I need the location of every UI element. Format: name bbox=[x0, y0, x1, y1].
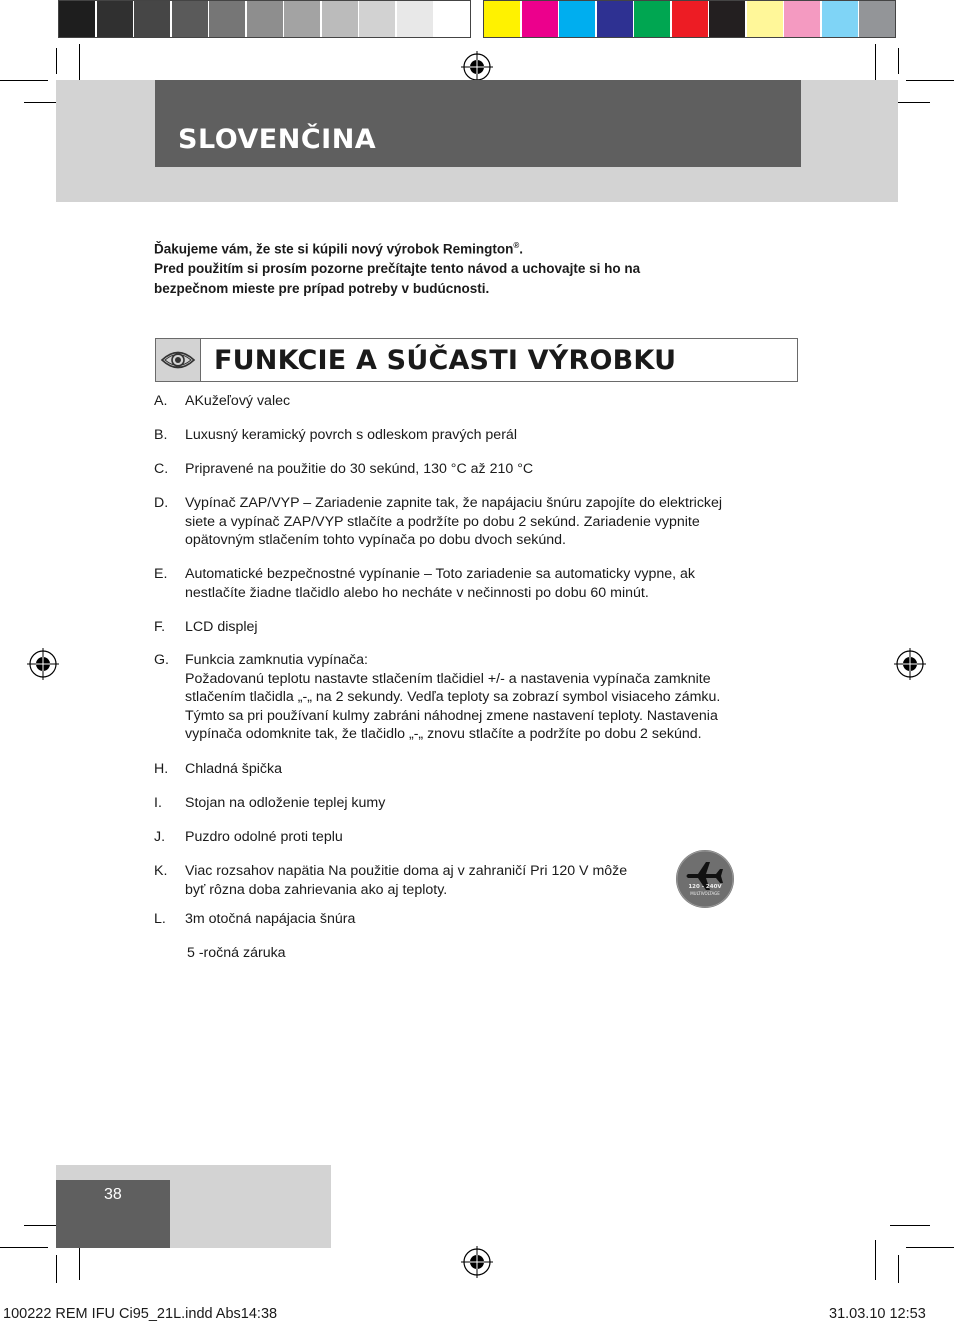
intro-line-1: Ďakujeme vám, že ste si kúpili nový výrobok Remington bbox=[154, 241, 514, 257]
registration-mark-icon bbox=[461, 1246, 493, 1278]
color-swatch bbox=[59, 1, 95, 37]
badge-label: MULTIVOLTAGE bbox=[690, 891, 720, 896]
print-slug-file: 100222 REM IFU Ci95_21L.indd Abs14:38 bbox=[3, 1306, 278, 1322]
color-swatch bbox=[322, 1, 358, 37]
feature-item-letter: H. bbox=[154, 761, 169, 777]
feature-item-line: Vypínač ZAP/VYP – Zariadenie zapnite tak, že napájaciu šnúru zapojíte do elektrickej bbox=[185, 495, 723, 511]
feature-item-letter: E. bbox=[154, 566, 168, 582]
feature-item-text bbox=[185, 651, 793, 744]
color-swatch bbox=[434, 1, 470, 37]
color-swatch bbox=[209, 1, 245, 37]
eye-icon bbox=[156, 339, 200, 381]
registration-mark-icon bbox=[894, 648, 926, 680]
color-swatch bbox=[822, 1, 858, 37]
crop-mark bbox=[890, 1225, 930, 1226]
feature-item-line: Luxusný keramický povrch s odleskom pravých perál bbox=[185, 427, 517, 443]
feature-item-letter: I. bbox=[154, 795, 162, 811]
feature-item-line: vypínača odomknite tak, že tlačidlo „-„ znovu stlačíte a podržíte po dobu 2 sekúnd. bbox=[185, 726, 702, 742]
feature-item-letter: B. bbox=[154, 427, 168, 443]
feature-item-text bbox=[185, 828, 793, 847]
color-swatch bbox=[784, 1, 820, 37]
language-title: SLOVENČINA bbox=[178, 124, 377, 155]
intro-line-2: Pred použitím si prosím pozorne prečítajte tento návod a uchovajte si ho na bbox=[154, 261, 641, 276]
grayscale-calibration-bar bbox=[58, 0, 471, 38]
color-swatch bbox=[172, 1, 208, 37]
feature-item-line: Požadovanú teplotu nastavte stlačením tlačidiel +/- a nastavenia vypínača zamknite bbox=[185, 670, 711, 687]
feature-item-line: Puzdro odolné proti teplu bbox=[185, 829, 343, 845]
feature-item-text bbox=[185, 760, 793, 779]
feature-item-line: Chladná špička bbox=[185, 761, 283, 777]
section-icon-box bbox=[156, 339, 201, 381]
color-swatch bbox=[397, 1, 433, 37]
color-swatch bbox=[672, 1, 708, 37]
feature-item-text bbox=[185, 910, 793, 929]
feature-item-letter: F. bbox=[154, 619, 166, 635]
feature-item-letter: C. bbox=[154, 461, 169, 477]
feature-item-line: opätovným stlačením tohto vypínača po dobu dvoch sekúnd. bbox=[185, 532, 566, 548]
color-swatch bbox=[559, 1, 595, 37]
feature-item-line: Pripravené na použitie do 30 sekúnd, 130 °C až 210 °C bbox=[185, 461, 534, 477]
registration-mark-icon bbox=[27, 648, 59, 680]
intro-line-3: bezpečnom mieste pre prípad potreby v budúcnosti. bbox=[154, 280, 490, 296]
feature-item-line: 3m otočná napájacia šnúra bbox=[185, 911, 356, 927]
feature-item-line: Automatické bezpečnostné vypínanie – Toto zariadenie sa automaticky vypne, ak bbox=[185, 566, 696, 582]
feature-item-line: byť rôzna doba zahrievania ako aj teploty. bbox=[185, 881, 448, 898]
feature-item-text bbox=[185, 565, 793, 602]
color-swatch bbox=[522, 1, 558, 37]
crop-mark bbox=[906, 1247, 954, 1248]
intro-line-1-end: . bbox=[519, 241, 524, 257]
intro-text bbox=[154, 236, 794, 298]
print-slug-date: 31.03.10 12:53 bbox=[829, 1306, 926, 1322]
feature-item-text bbox=[185, 794, 793, 813]
feature-item-text bbox=[185, 392, 793, 411]
color-swatch bbox=[284, 1, 320, 37]
crop-mark bbox=[0, 80, 48, 81]
color-swatch bbox=[247, 1, 283, 37]
feature-item-line: Funkcia zamknutia vypínača: bbox=[185, 652, 368, 668]
crop-mark bbox=[875, 1240, 876, 1280]
feature-item-letter: G. bbox=[154, 652, 169, 668]
crop-mark bbox=[56, 1255, 57, 1283]
color-swatch bbox=[634, 1, 670, 37]
color-swatch bbox=[359, 1, 395, 37]
crop-mark bbox=[898, 1255, 899, 1283]
feature-item-line: LCD displej bbox=[185, 619, 258, 635]
registered-mark: ® bbox=[513, 241, 520, 250]
feature-item-letter: K. bbox=[154, 863, 168, 879]
feature-item-text bbox=[185, 460, 793, 479]
multivoltage-badge bbox=[676, 850, 734, 908]
color-swatch bbox=[597, 1, 633, 37]
feature-item-letter: L. bbox=[154, 911, 166, 927]
color-swatch bbox=[97, 1, 133, 37]
feature-item-line: siete a vypínač ZAP/VYP stlačíte a podržíte po dobu 2 sekúnd. Zariadenie vypnite bbox=[185, 513, 700, 530]
section-title: FUNKCIE A SÚČASTI VÝROBKU bbox=[214, 345, 677, 376]
feature-item-text bbox=[185, 494, 793, 550]
feature-item-line: Stojan na odloženie teplej kumy bbox=[185, 795, 386, 811]
color-swatch bbox=[859, 1, 895, 37]
feature-item-letter: D. bbox=[154, 495, 169, 511]
warranty-label: 5 -ročná záruka bbox=[187, 945, 286, 961]
crop-mark bbox=[898, 48, 899, 74]
feature-item-letter: J. bbox=[154, 829, 166, 845]
crop-mark bbox=[906, 80, 954, 81]
feature-item-text bbox=[185, 426, 793, 445]
airplane-icon bbox=[676, 850, 734, 908]
feature-item-line: Viac rozsahov napätia Na použitie doma aj v zahraničí Pri 120 V môže bbox=[185, 863, 628, 879]
feature-item-letter: A. bbox=[154, 393, 168, 409]
page-number: 38 bbox=[104, 1186, 122, 1203]
feature-item-text bbox=[185, 618, 793, 637]
feature-item-line: AKužeľový valec bbox=[185, 393, 291, 409]
feature-item-line: Týmto sa pri používaní kulmy zabráni náhodnej zmene nastavení teploty. Nastavenia bbox=[185, 707, 718, 724]
feature-item-line: nestlačíte žiadne tlačidlo alebo ho necháte v nečinnosti po dobu 60 minút. bbox=[185, 584, 649, 601]
color-swatch bbox=[747, 1, 783, 37]
color-swatch bbox=[134, 1, 170, 37]
crop-mark bbox=[0, 1247, 48, 1248]
registration-mark-icon bbox=[461, 51, 493, 83]
crop-mark bbox=[56, 48, 57, 74]
color-swatch bbox=[484, 1, 520, 37]
color-swatch bbox=[709, 1, 745, 37]
process-color-calibration-bar bbox=[483, 0, 896, 38]
badge-voltage: 120 - 240V bbox=[688, 884, 722, 890]
feature-item-line: stlačením tlačidla „-„ na 2 sekundy. Vedľa teploty sa zobrazí symbol visiaceho zámku. bbox=[185, 689, 721, 705]
section-heading bbox=[155, 338, 798, 382]
